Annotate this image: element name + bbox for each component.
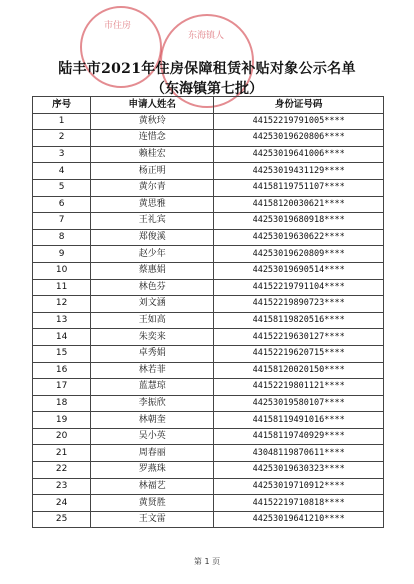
- cell-serial: 9: [33, 246, 91, 263]
- cell-serial: 22: [33, 462, 91, 479]
- table-body: [33, 113, 384, 528]
- cell-name: 王文雷: [91, 511, 214, 528]
- cell-name: 黄尔青: [91, 179, 214, 196]
- cell-id: 44158119820516****: [214, 312, 384, 329]
- cell-id: 44152219620715****: [214, 345, 384, 362]
- cell-id: 44152219791104****: [214, 279, 384, 296]
- table-row: [33, 213, 384, 230]
- cell-name: 赖桂宏: [91, 146, 214, 163]
- cell-name: 卓秀娟: [91, 345, 214, 362]
- cell-name: 林朝奎: [91, 412, 214, 429]
- cell-name: 王如高: [91, 312, 214, 329]
- cell-id: 44253019580107****: [214, 395, 384, 412]
- table-row: [33, 130, 384, 147]
- cell-id: 44253019680918****: [214, 213, 384, 230]
- cell-id: 44253019641210****: [214, 511, 384, 528]
- cell-serial: 18: [33, 395, 91, 412]
- document-subtitle: （东海镇第七批）: [151, 81, 263, 97]
- page-number: 第 1 页: [193, 557, 221, 566]
- table-row: [33, 279, 384, 296]
- cell-serial: 17: [33, 379, 91, 396]
- cell-name: 周春丽: [91, 445, 214, 462]
- cell-name: 王礼宾: [91, 213, 214, 230]
- cell-serial: 2: [33, 130, 91, 147]
- cell-id: 44253019630323****: [214, 462, 384, 479]
- cell-serial: 19: [33, 412, 91, 429]
- cell-serial: 20: [33, 428, 91, 445]
- cell-name: 林若菲: [91, 362, 214, 379]
- cell-id: 44253019620809****: [214, 246, 384, 263]
- document-title: 陆丰市2021年住房保障租赁补贴对象公示名单: [58, 61, 356, 77]
- cell-id: 44253019630622****: [214, 229, 384, 246]
- cell-serial: 10: [33, 262, 91, 279]
- cell-id: 44152219630127****: [214, 329, 384, 346]
- cell-serial: 15: [33, 345, 91, 362]
- cell-id: 44253019710912****: [214, 478, 384, 495]
- table-row: [33, 412, 384, 429]
- table-row: [33, 495, 384, 512]
- seal-right-text: 东海镇人: [188, 31, 225, 41]
- cell-serial: 11: [33, 279, 91, 296]
- cell-name: 黄贤胜: [91, 495, 214, 512]
- table-row: [33, 462, 384, 479]
- cell-id: 44253019690514****: [214, 262, 384, 279]
- cell-id: 44152219710818****: [214, 495, 384, 512]
- cell-serial: 5: [33, 179, 91, 196]
- cell-name: 赵少年: [91, 246, 214, 263]
- cell-name: 连惜念: [91, 130, 214, 147]
- cell-serial: 6: [33, 196, 91, 213]
- cell-id: 44158120030621****: [214, 196, 384, 213]
- cell-serial: 16: [33, 362, 91, 379]
- table-row: [33, 312, 384, 329]
- cell-name: 蓝慧琼: [91, 379, 214, 396]
- table-row: [33, 445, 384, 462]
- table-row: [33, 362, 384, 379]
- cell-serial: 25: [33, 511, 91, 528]
- cell-id: 44253019620806****: [214, 130, 384, 147]
- table-row: [33, 113, 384, 130]
- cell-id: 44158119491016****: [214, 412, 384, 429]
- cell-name: 郑俊溪: [91, 229, 214, 246]
- table-row: [33, 296, 384, 313]
- applicant-table: [32, 96, 384, 528]
- cell-serial: 4: [33, 163, 91, 180]
- cell-id: 44158119751107****: [214, 179, 384, 196]
- cell-serial: 14: [33, 329, 91, 346]
- table-row: [33, 511, 384, 528]
- cell-serial: 7: [33, 213, 91, 230]
- cell-name: 李振欣: [91, 395, 214, 412]
- cell-serial: 23: [33, 478, 91, 495]
- table-row: [33, 395, 384, 412]
- table-row: [33, 428, 384, 445]
- cell-id: 44253019431129****: [214, 163, 384, 180]
- cell-id: 43048119870611****: [214, 445, 384, 462]
- cell-name: 杨正明: [91, 163, 214, 180]
- cell-id: 44158119740929****: [214, 428, 384, 445]
- cell-serial: 3: [33, 146, 91, 163]
- cell-serial: 1: [33, 113, 91, 130]
- cell-name: 黄秋玲: [91, 113, 214, 130]
- cell-name: 黄思雅: [91, 196, 214, 213]
- cell-id: 44152219890723****: [214, 296, 384, 313]
- cell-id: 44253019641006****: [214, 146, 384, 163]
- table-row: [33, 478, 384, 495]
- cell-name: 罗燕珠: [91, 462, 214, 479]
- header-name: 申请人姓名: [91, 97, 214, 114]
- cell-id: 44158120020150****: [214, 362, 384, 379]
- table-row: [33, 329, 384, 346]
- cell-serial: 13: [33, 312, 91, 329]
- table-row: [33, 262, 384, 279]
- table-row: [33, 146, 384, 163]
- header-serial: 序号: [33, 97, 91, 114]
- cell-serial: 24: [33, 495, 91, 512]
- cell-name: 林福艺: [91, 478, 214, 495]
- cell-name: 蔡惠娟: [91, 262, 214, 279]
- table-row: [33, 163, 384, 180]
- table-header-row: [33, 97, 384, 114]
- table-row: [33, 246, 384, 263]
- cell-serial: 12: [33, 296, 91, 313]
- table-row: [33, 379, 384, 396]
- header-id: 身份证号码: [214, 97, 384, 114]
- cell-name: 朱奕来: [91, 329, 214, 346]
- table-row: [33, 229, 384, 246]
- cell-id: 44152219791005****: [214, 113, 384, 130]
- seal-left-text: 市住房: [104, 21, 132, 31]
- cell-serial: 21: [33, 445, 91, 462]
- table-row: [33, 345, 384, 362]
- cell-name: 林色芬: [91, 279, 214, 296]
- table-row: [33, 179, 384, 196]
- cell-id: 44152219801121****: [214, 379, 384, 396]
- cell-name: 刘文涵: [91, 296, 214, 313]
- cell-serial: 8: [33, 229, 91, 246]
- cell-name: 吴小英: [91, 428, 214, 445]
- table-row: [33, 196, 384, 213]
